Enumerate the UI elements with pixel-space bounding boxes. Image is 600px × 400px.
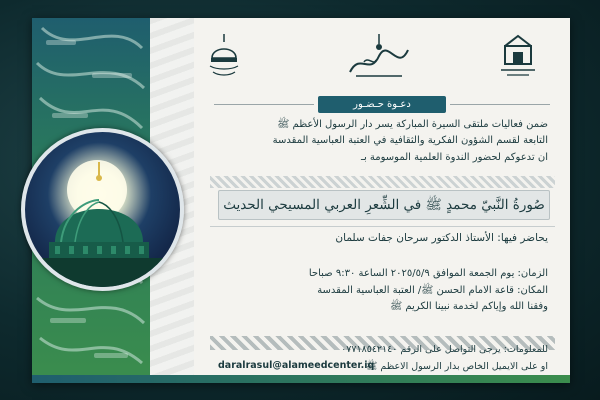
speaker-line: يحاضر فيها: الأستاذ الدكتور سرحان جفات سلمان xyxy=(335,232,548,244)
shrine-logo-icon xyxy=(497,32,539,80)
divider xyxy=(210,226,555,227)
place-line: المكان: قاعة الامام الحسن ﷺ/ العتبة العباسية المقدسة xyxy=(317,285,548,296)
green-dome-icon xyxy=(25,132,180,287)
body-line-1: ضمن فعاليات ملتقى السيرة المباركة يسر دار الرسول الأعظم ﷺ xyxy=(277,119,548,130)
dome-logo xyxy=(207,32,241,80)
ornament-top xyxy=(210,176,555,188)
time-line: الزمان: يوم الجمعة الموافق ٢٠٢٥/٥/٩ الساعة ٩:٣٠ صباحا xyxy=(308,268,548,279)
lecture-title: صُورةُ النَّبيّ محمدٍ ﷺ في الشِّعرِ العربي المسيحي الحديث xyxy=(218,190,550,220)
calligraphy-logo xyxy=(346,32,412,80)
contact-info-line: للمعلومات: يرجى التواصل على الرقم ٠٧٧١٨٥٤٢١٤٠ xyxy=(341,344,548,355)
body-line-2: التابعة لقسم الشؤون الفكرية والثقافية في العتبة العباسية المقدسة xyxy=(272,135,548,146)
calligraphy-logo-icon xyxy=(346,32,412,80)
green-dome-image xyxy=(21,128,184,291)
footer-band xyxy=(32,375,570,383)
shrine-logo xyxy=(497,32,539,80)
contact-email-line: او على الايميل الخاص بدار الرسول الاعظم ﷺ xyxy=(365,361,548,372)
dome-logo-icon xyxy=(207,32,241,80)
closing-line: وفقنا الله وإياكم لخدمة نبينا الكريم ﷺ xyxy=(390,301,548,312)
body-line-3: ان تدعوكم لحضور الندوة العلمية الموسومة بـ xyxy=(361,152,548,163)
contact-email[interactable]: daralrasul@alameedcenter.iq xyxy=(218,360,375,371)
ribbon-line-right xyxy=(450,104,550,105)
ribbon-line-left xyxy=(214,104,314,105)
invite-ribbon: دعـوة حـضـور xyxy=(318,96,446,113)
